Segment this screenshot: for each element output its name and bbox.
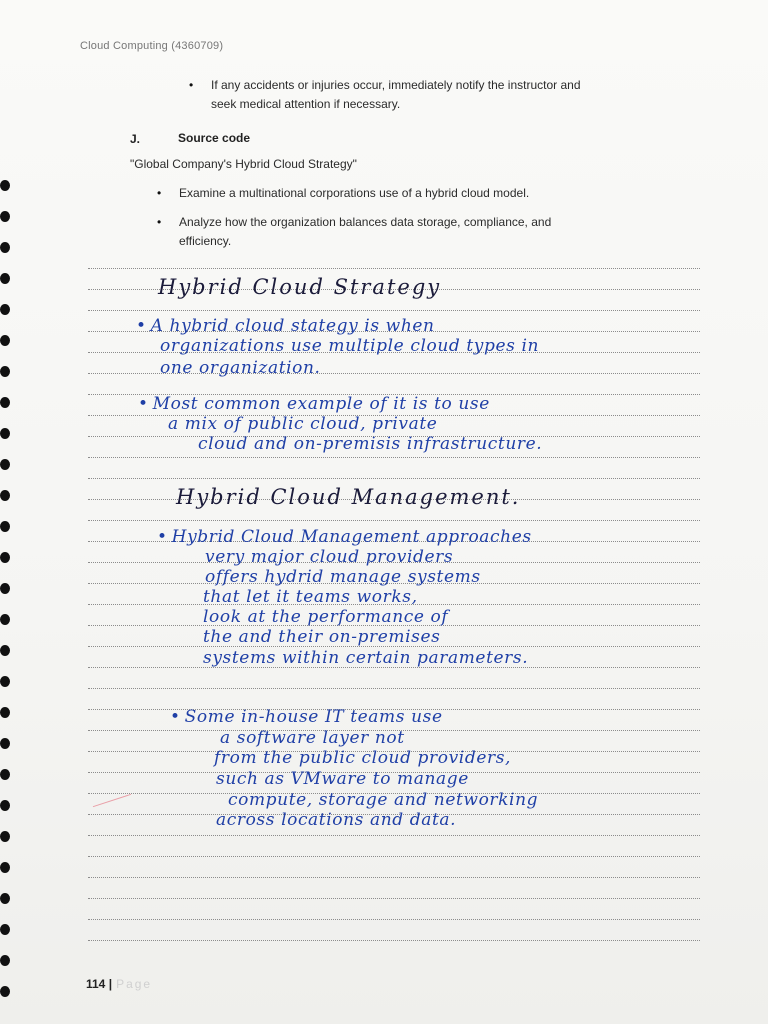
binding-hole xyxy=(0,862,10,873)
course-header: Cloud Computing (4360709) xyxy=(80,40,224,52)
hw-bullet: • xyxy=(138,394,149,414)
hw-p3-line-4: that let it teams works, xyxy=(203,587,418,607)
handwritten-heading-strategy: Hybrid Cloud Strategy xyxy=(158,275,442,299)
binding-hole xyxy=(0,645,10,656)
hw-p4-line-2: a software layer not xyxy=(220,728,405,748)
ruled-line xyxy=(88,520,700,521)
binding-hole xyxy=(0,304,10,315)
binding-hole xyxy=(0,459,10,470)
hw-p3-text-1: Hybrid Cloud Management approaches xyxy=(171,527,532,547)
task-2-line-2: efficiency. xyxy=(179,234,232,248)
spiral-binding-holes xyxy=(0,180,14,1010)
hw-p4-line-4: such as VMware to manage xyxy=(216,769,469,789)
task-2-line-1: Analyze how the organization balances data storage, compliance, and xyxy=(179,215,552,229)
hw-p2-text-1: Most common example of it is to use xyxy=(152,394,490,414)
binding-hole xyxy=(0,924,10,935)
binding-hole xyxy=(0,366,10,377)
hw-p3-line-3: offers hydrid manage systems xyxy=(205,567,481,587)
intro-bullet xyxy=(189,76,581,114)
binding-hole xyxy=(0,893,10,904)
binding-hole xyxy=(0,800,10,811)
hw-p4-line-1 xyxy=(170,707,443,727)
section-letter: J. xyxy=(130,132,141,146)
page-word: Page xyxy=(116,977,153,991)
binding-hole xyxy=(0,583,10,594)
hw-p3-line-2: very major cloud providers xyxy=(205,547,454,567)
hw-bullet: • xyxy=(136,316,147,336)
ruled-line xyxy=(88,919,700,920)
bullet-dot: • xyxy=(157,186,162,200)
binding-hole xyxy=(0,180,10,191)
bullet-dot: • xyxy=(189,78,194,92)
ruled-line xyxy=(88,457,700,458)
hw-p4-line-3: from the public cloud providers, xyxy=(214,748,512,768)
binding-hole xyxy=(0,490,10,501)
ruled-line xyxy=(88,940,700,941)
hw-p1-line-1 xyxy=(136,316,435,336)
binding-hole xyxy=(0,335,10,346)
ruled-line xyxy=(88,898,700,899)
ruled-line xyxy=(88,268,700,269)
intro-bullet-line-1: If any accidents or injuries occur, immediately notify the instructor and xyxy=(211,78,581,92)
hw-p3-line-6: the and their on-premises xyxy=(203,627,441,647)
ruled-line xyxy=(88,688,700,689)
hw-p1-line-2: organizations use multiple cloud types in xyxy=(160,336,540,356)
binding-hole xyxy=(0,707,10,718)
section-title: Source code xyxy=(178,131,251,145)
binding-hole xyxy=(0,428,10,439)
ruled-line xyxy=(88,478,700,479)
binding-hole xyxy=(0,242,10,253)
hw-p2-line-3: cloud and on-premisis infrastructure. xyxy=(198,434,543,454)
hw-p4-line-5: compute, storage and networking xyxy=(228,790,539,810)
hw-p1-line-3: one organization. xyxy=(160,358,321,378)
binding-hole xyxy=(0,273,10,284)
binding-hole xyxy=(0,769,10,780)
ruled-line xyxy=(88,856,700,857)
binding-hole xyxy=(0,521,10,532)
ruled-line xyxy=(88,835,700,836)
hw-p4-text-1: Some in-house IT teams use xyxy=(184,707,443,727)
hw-p2-line-1 xyxy=(138,394,490,414)
binding-hole xyxy=(0,676,10,687)
hw-p2-line-2: a mix of public cloud, private xyxy=(168,414,438,434)
hw-p3-line-5: look at the performance of xyxy=(203,607,449,627)
bullet-dot: • xyxy=(157,215,162,229)
binding-hole xyxy=(0,955,10,966)
hw-p3-line-7: systems within certain parameters. xyxy=(203,648,529,668)
hw-p1-text-1: A hybrid cloud stategy is when xyxy=(150,316,435,336)
binding-hole xyxy=(0,211,10,222)
ruled-line xyxy=(88,877,700,878)
ruled-line xyxy=(88,310,700,311)
hw-p3-line-1 xyxy=(157,527,532,547)
binding-hole xyxy=(0,831,10,842)
task-1-line-1: Examine a multinational corporations use of a hybrid cloud model. xyxy=(179,186,530,200)
task-bullet-2 xyxy=(157,213,552,251)
page-number: 114 | xyxy=(86,977,113,991)
page-footer xyxy=(86,977,152,991)
binding-hole xyxy=(0,552,10,563)
hw-bullet: • xyxy=(170,707,181,727)
binding-hole xyxy=(0,986,10,997)
hw-p4-line-6: across locations and data. xyxy=(216,810,457,830)
hw-bullet: • xyxy=(157,527,168,547)
intro-bullet-line-2: seek medical attention if necessary. xyxy=(211,97,401,111)
red-pen-mark xyxy=(93,794,131,807)
binding-hole xyxy=(0,397,10,408)
binding-hole xyxy=(0,738,10,749)
binding-hole xyxy=(0,614,10,625)
task-bullet-1 xyxy=(157,184,530,203)
case-study-title: "Global Company's Hybrid Cloud Strategy" xyxy=(130,157,357,171)
handwritten-heading-management: Hybrid Cloud Management. xyxy=(176,485,521,509)
